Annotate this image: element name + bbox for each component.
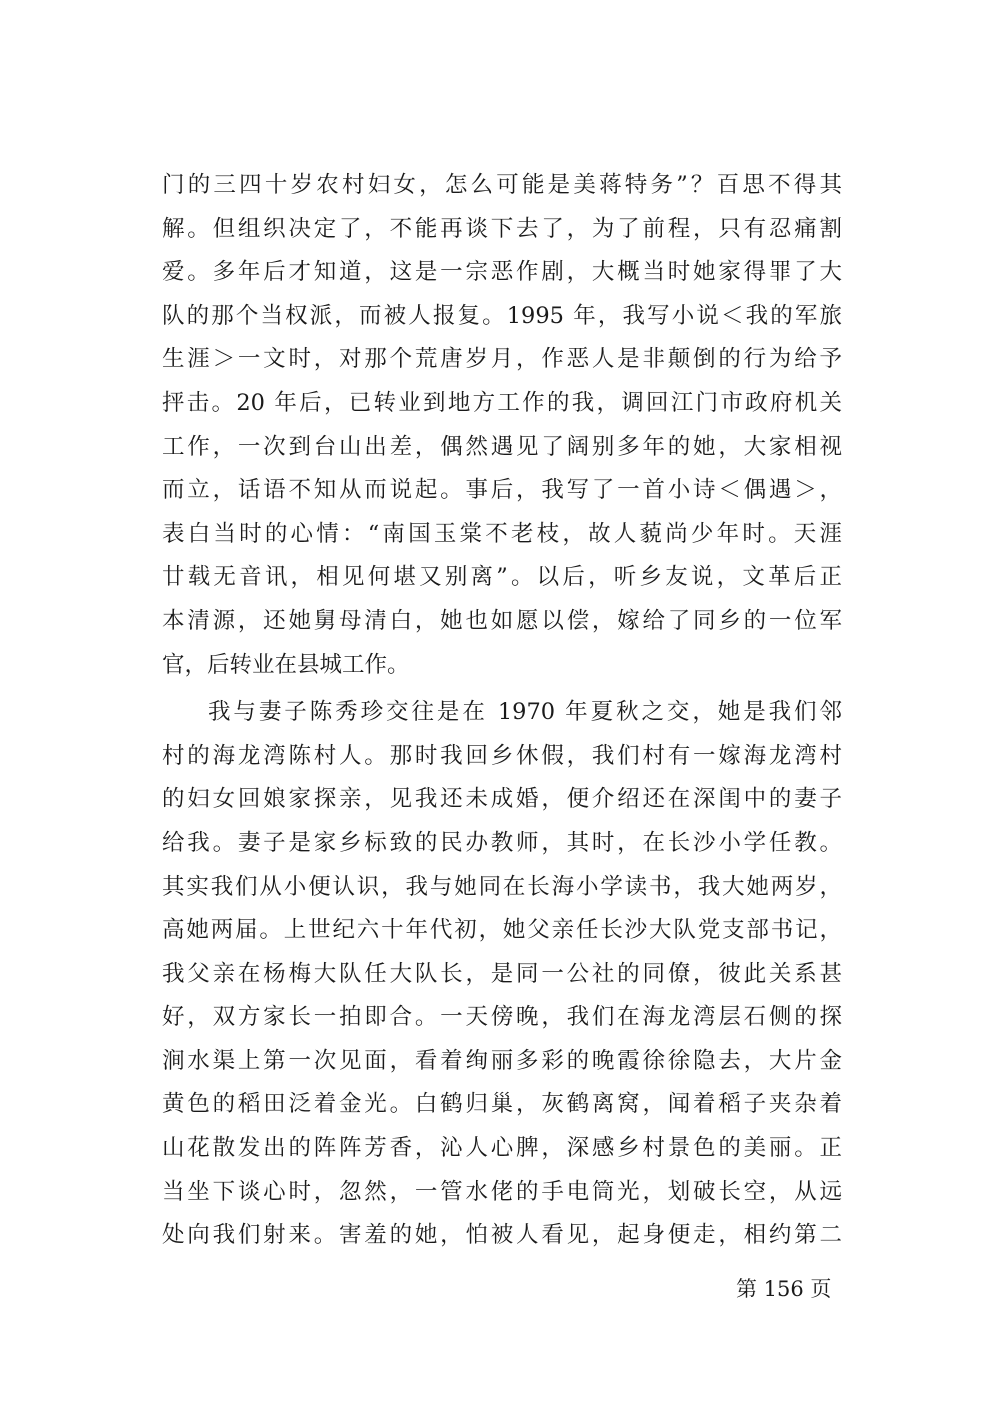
text-line: 解。但组织决定了，不能再谈下去了，为了前程，只有忍痛割	[162, 215, 842, 242]
text-line: 表白当时的心情：“南国玉棠不老枝，故人藐尚少年时。天涯	[162, 520, 842, 547]
text-line: 好，双方家长一拍即合。一天傍晚，我们在海龙湾层石侧的探	[162, 1004, 842, 1031]
text-line: 山花散发出的阵阵芳香，沁人心脾，深感乡村景色的美丽。正	[162, 1135, 842, 1162]
text-line: 门的三四十岁农村妇女，怎么可能是美蒋特务”？百思不得其	[162, 172, 842, 198]
text-line: 涧水渠上第一次见面，看着绚丽多彩的晚霞徐徐隐去，大片金	[162, 1047, 842, 1074]
text-line: 抨击。20 年后，已转业到地方工作的我，调回江门市政府机关	[162, 389, 842, 416]
text-line: 村的海龙湾陈村人。那时我回乡休假，我们村有一嫁海龙湾村	[162, 742, 842, 769]
text-line: 其实我们从小便认识，我与她同在长海小学读书，我大她两岁，	[162, 873, 842, 900]
text-line: 高她两届。上世纪六十年代初，她父亲任长沙大队党支部书记，	[162, 917, 842, 944]
text-line: 廿载无音讯，相见何堪又别离”。以后，听乡友说，文革后正	[162, 564, 842, 591]
text-line: 爱。多年后才知道，这是一宗恶作剧，大概当时她家得罪了大	[162, 259, 842, 286]
text-line: 我父亲在杨梅大队任大队长，是同一公社的同僚，彼此关系甚	[162, 960, 842, 987]
text-line: 本清源，还她舅母清白，她也如愿以偿，嫁给了同乡的一位军	[162, 607, 842, 634]
paragraph	[162, 691, 842, 1258]
text-line: 官，后转业在县城工作。	[162, 651, 410, 678]
text-line: 当坐下谈心时，忽然，一管水佬的手电筒光，划破长空，从远	[162, 1178, 842, 1205]
text-line: 黄色的稻田泛着金光。白鹤归巢，灰鹤离窝，闻着稻子夹杂着	[162, 1091, 842, 1118]
text-line: 生涯＞一文时，对那个荒唐岁月，作恶人是非颠倒的行为给予	[162, 346, 842, 373]
text-line: 处向我们射来。害羞的她，怕被人看见，起身便走，相约第二	[162, 1222, 842, 1249]
text-line: 我与妻子陈秀珍交往是在 1970 年夏秋之交，她是我们邻	[208, 699, 842, 726]
text-line: 的妇女回娘家探亲，见我还未成婚，便介绍还在深闺中的妻子	[162, 786, 842, 813]
text-line: 工作，一次到台山出差，偶然遇见了阔别多年的她，大家相视	[162, 433, 842, 460]
text-line: 给我。妻子是家乡标致的民办教师，其时，在长沙小学任教。	[162, 829, 842, 856]
page-number: 第 156 页	[736, 1277, 832, 1301]
text-line: 而立，话语不知从而说起。事后，我写了一首小诗＜偶遇＞，	[162, 477, 842, 504]
body-text	[162, 164, 842, 1258]
paragraph	[162, 164, 842, 687]
text-line: 队的那个当权派，而被人报复。1995 年，我写小说＜我的军旅	[162, 302, 842, 329]
